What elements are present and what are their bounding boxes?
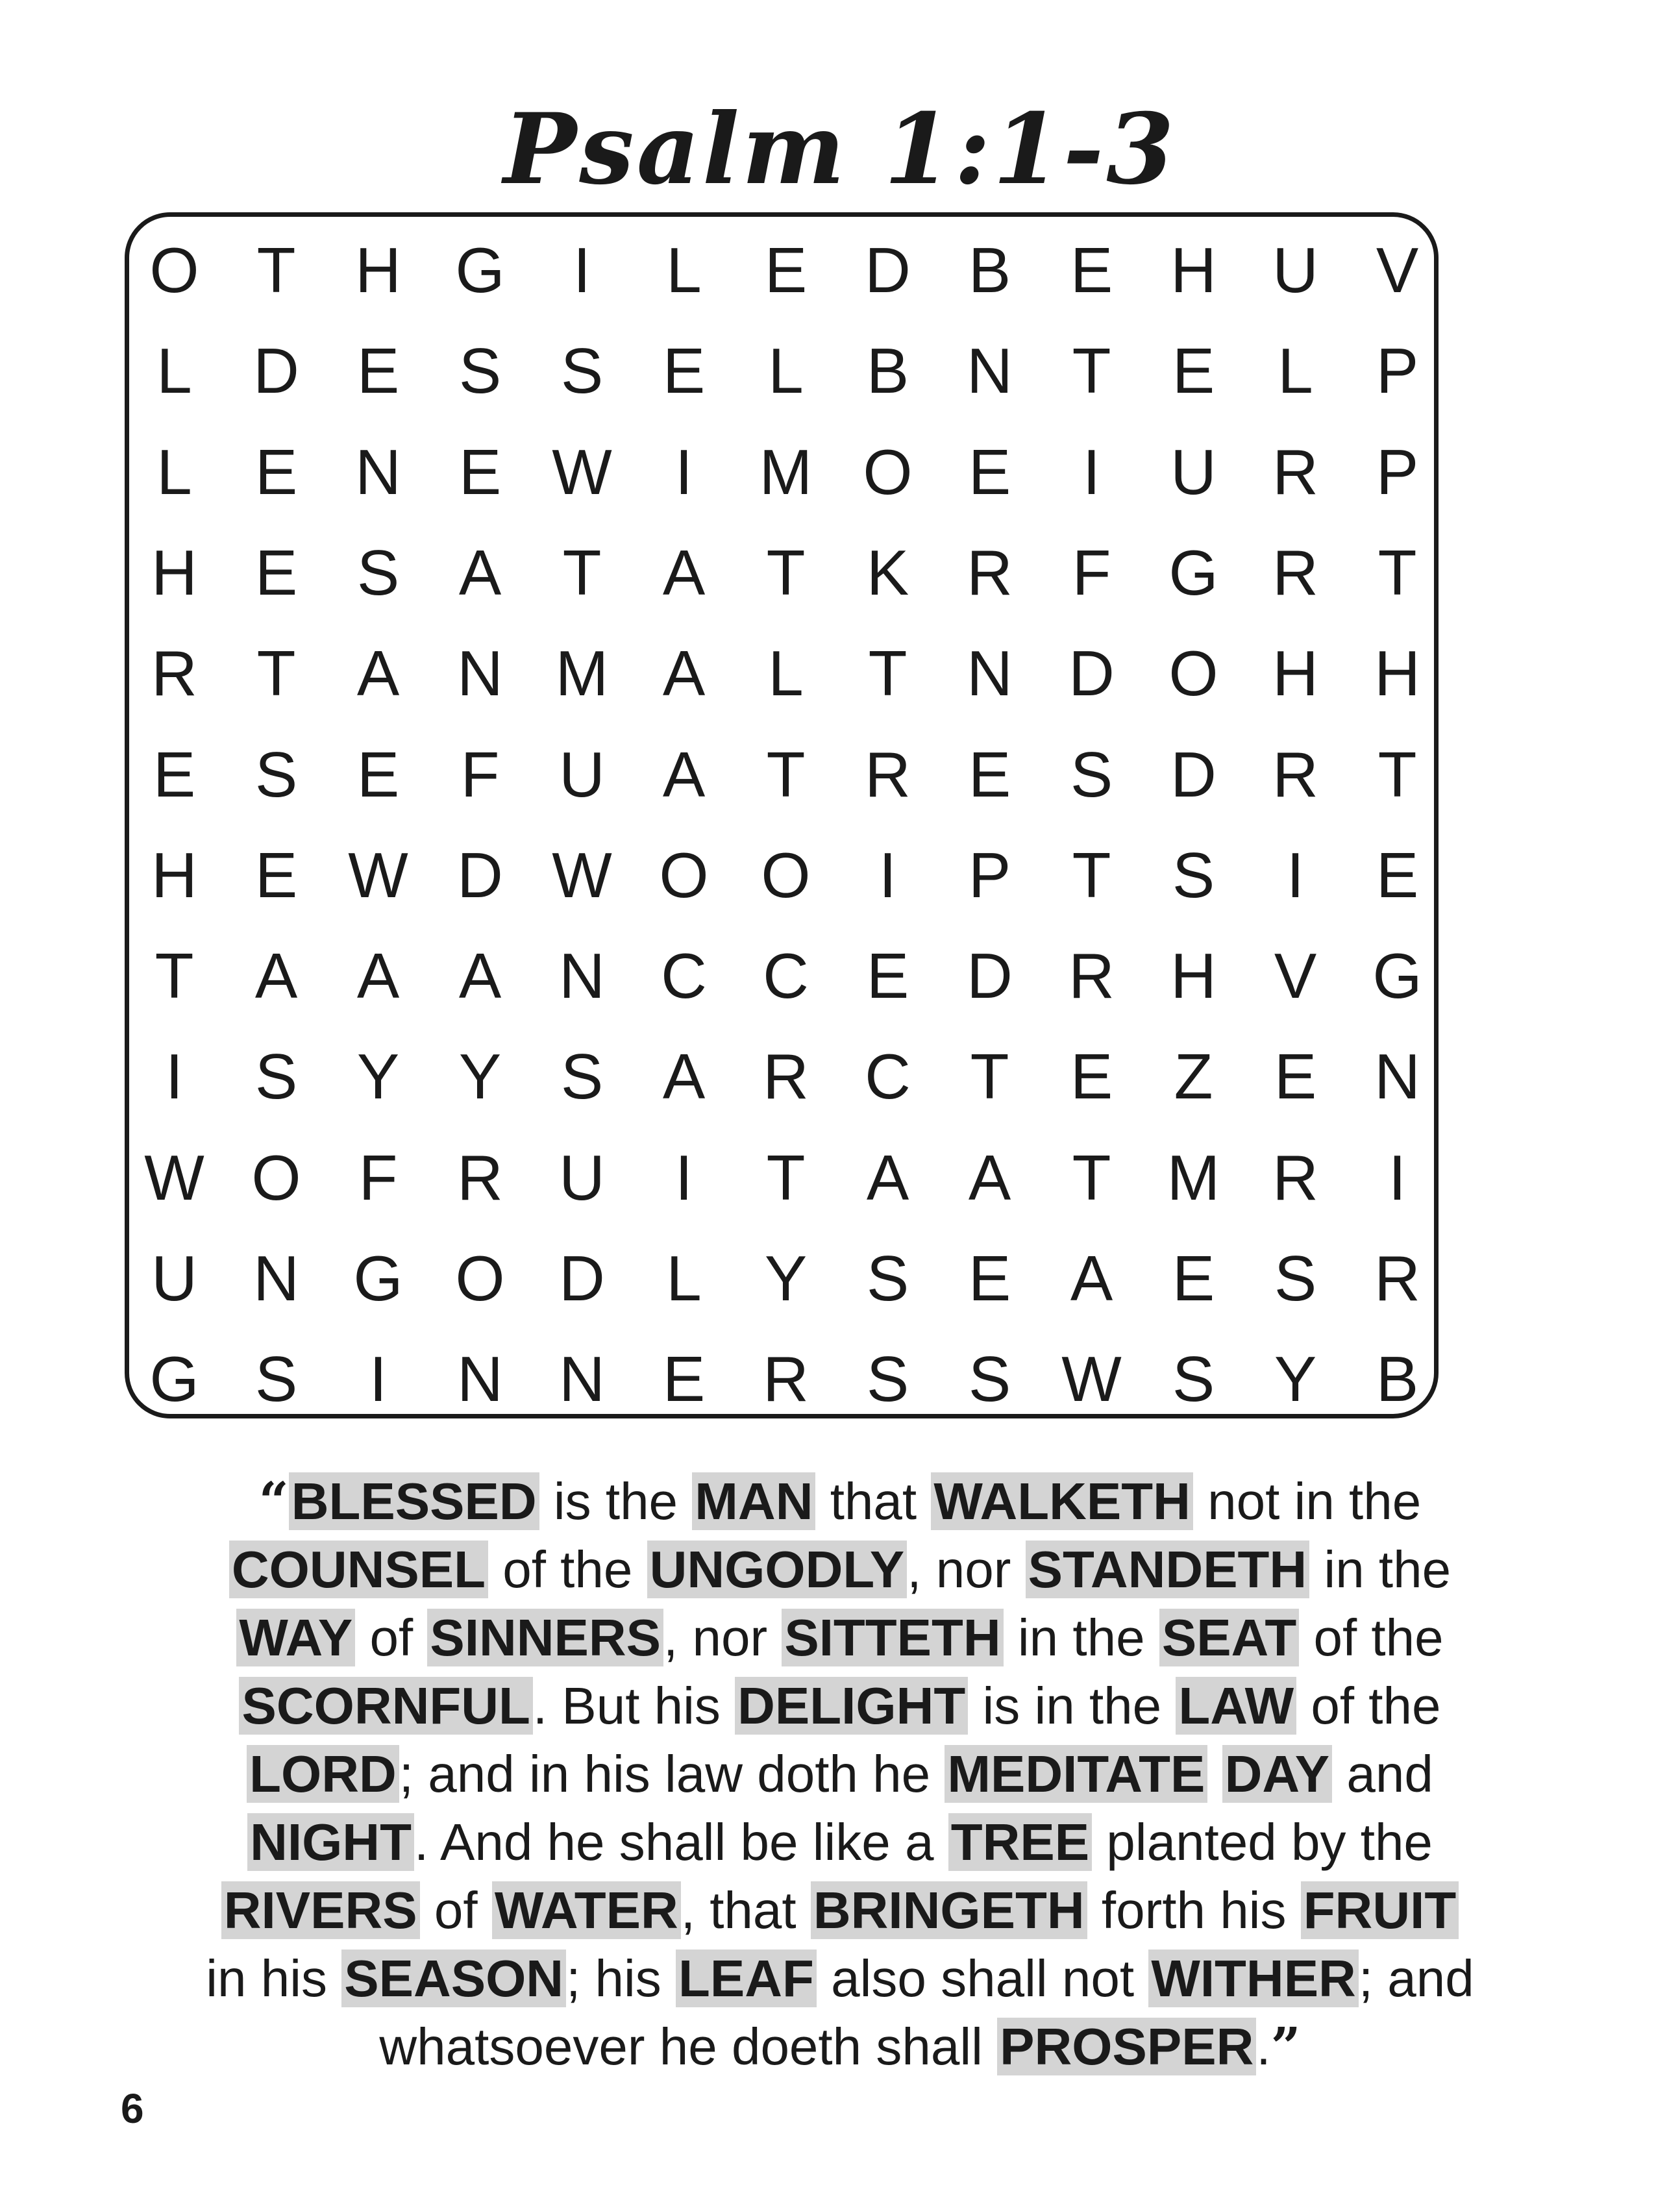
grid-cell: H bbox=[1272, 637, 1318, 710]
verse-text-segment: in the bbox=[1309, 1541, 1451, 1598]
grid-cell: N bbox=[967, 637, 1013, 710]
grid-cell: L bbox=[768, 335, 804, 407]
grid-cell: A bbox=[458, 940, 502, 1012]
highlighted-word: SEASON bbox=[341, 1950, 566, 2007]
verse-text-segment: ; and bbox=[1358, 1950, 1474, 2007]
grid-cell: E bbox=[764, 234, 808, 306]
grid-cell: I bbox=[369, 1343, 388, 1415]
verse-line bbox=[117, 1603, 1563, 1672]
grid-cell: E bbox=[968, 1243, 1011, 1314]
grid-cell: T bbox=[1377, 738, 1417, 810]
grid-cell: T bbox=[766, 738, 806, 810]
highlighted-word: BLESSED bbox=[289, 1472, 539, 1530]
highlighted-word: COUNSEL bbox=[229, 1541, 488, 1598]
grid-cell: S bbox=[866, 1243, 909, 1314]
grid-cell: E bbox=[356, 738, 400, 810]
grid-cell: E bbox=[254, 536, 298, 608]
grid-cell: U bbox=[1170, 436, 1217, 508]
grid-cell: O bbox=[455, 1243, 505, 1314]
grid-cell: E bbox=[356, 335, 400, 407]
highlighted-word: LORD bbox=[247, 1745, 399, 1803]
grid-cell: H bbox=[1170, 940, 1217, 1012]
grid-cell: R bbox=[1272, 436, 1318, 508]
grid-cell: A bbox=[662, 1041, 706, 1113]
grid-cell: E bbox=[153, 738, 196, 810]
verse-text-segment: forth his bbox=[1087, 1881, 1301, 1939]
grid-cell: G bbox=[149, 1343, 199, 1415]
grid-cell: E bbox=[662, 335, 706, 407]
grid-cell: A bbox=[662, 637, 706, 710]
grid-cell: O bbox=[761, 839, 811, 911]
verse-line bbox=[117, 1467, 1563, 1535]
grid-cell: N bbox=[457, 637, 503, 710]
grid-cell: D bbox=[457, 839, 503, 911]
verse-text-segment bbox=[1207, 1745, 1222, 1803]
grid-cell: I bbox=[165, 1041, 184, 1113]
grid-cell: A bbox=[662, 738, 706, 810]
verse-text-segment: in the bbox=[1003, 1609, 1159, 1666]
verse-line bbox=[117, 2012, 1563, 2081]
highlighted-word: SCORNFUL bbox=[239, 1677, 532, 1735]
grid-cell: F bbox=[1072, 536, 1111, 608]
grid-cell: T bbox=[256, 234, 296, 306]
highlighted-word: WALKETH bbox=[931, 1472, 1193, 1530]
grid-cell: S bbox=[1274, 1243, 1317, 1314]
verse-text-segment: not in the bbox=[1192, 1472, 1422, 1530]
grid-cell: O bbox=[863, 436, 913, 508]
grid-cell: E bbox=[1070, 234, 1113, 306]
grid-cell: R bbox=[1374, 1243, 1420, 1314]
grid-cell: I bbox=[1388, 1141, 1407, 1213]
verse-text-segment: ; his bbox=[566, 1950, 676, 2007]
grid-cell: G bbox=[1372, 940, 1422, 1012]
grid-cell: E bbox=[1172, 1243, 1215, 1314]
highlighted-word: PROSPER bbox=[997, 2018, 1256, 2075]
highlighted-word: MEDITATE bbox=[945, 1745, 1207, 1803]
verse-line bbox=[117, 1740, 1563, 1808]
highlighted-word: LEAF bbox=[676, 1950, 817, 2007]
highlighted-word: WATER bbox=[492, 1881, 681, 1939]
quote-mark: “ bbox=[258, 1470, 289, 1531]
grid-cell: A bbox=[458, 536, 502, 608]
grid-cell: U bbox=[559, 1141, 605, 1213]
verse-text-segment: also shall not bbox=[816, 1950, 1149, 2007]
grid-cell: E bbox=[458, 436, 502, 508]
grid-cell: O bbox=[149, 234, 199, 306]
verse-text-segment: planted by the bbox=[1092, 1813, 1433, 1871]
grid-cell: V bbox=[1376, 234, 1419, 306]
grid-cell: L bbox=[156, 335, 192, 407]
grid-cell: D bbox=[865, 234, 911, 306]
grid-cell: P bbox=[1376, 335, 1419, 407]
grid-cell: S bbox=[458, 335, 502, 407]
grid-cell: E bbox=[968, 436, 1011, 508]
grid-cell: H bbox=[1374, 637, 1420, 710]
grid-cell: R bbox=[151, 637, 197, 710]
grid-cell: A bbox=[254, 940, 298, 1012]
highlighted-word: UNGODLY bbox=[647, 1541, 908, 1598]
grid-cell: M bbox=[555, 637, 609, 710]
grid-cell: S bbox=[968, 1343, 1011, 1415]
grid-cell: U bbox=[559, 738, 605, 810]
grid-cell: K bbox=[866, 536, 909, 608]
grid-cell: S bbox=[254, 738, 298, 810]
verse-text-segment: . But his bbox=[532, 1677, 735, 1735]
grid-cell: R bbox=[1272, 1141, 1318, 1213]
grid-cell: L bbox=[768, 637, 804, 710]
verse-line bbox=[117, 1876, 1563, 1944]
grid-cell: W bbox=[1061, 1343, 1122, 1415]
verse-text-segment: , nor bbox=[663, 1609, 782, 1666]
highlighted-word: STANDETH bbox=[1026, 1541, 1310, 1598]
grid-cell: M bbox=[1167, 1141, 1220, 1213]
grid-cell: N bbox=[559, 940, 605, 1012]
grid-cell: T bbox=[868, 637, 908, 710]
grid-cell: T bbox=[1072, 1141, 1111, 1213]
grid-cell: H bbox=[151, 839, 197, 911]
grid-cell: D bbox=[253, 335, 299, 407]
grid-cell: L bbox=[1278, 335, 1313, 407]
highlighted-word: BRINGETH bbox=[811, 1881, 1087, 1939]
page-title: Psalm 1:1-3 bbox=[503, 92, 1177, 206]
grid-cell: E bbox=[254, 436, 298, 508]
grid-cell: G bbox=[353, 1243, 403, 1314]
highlighted-word: SEAT bbox=[1159, 1609, 1299, 1666]
highlighted-word: WAY bbox=[236, 1609, 355, 1666]
grid-cell: S bbox=[560, 335, 604, 407]
grid-cell: E bbox=[254, 839, 298, 911]
verse-text-segment: of the bbox=[488, 1541, 647, 1598]
grid-cell: N bbox=[967, 335, 1013, 407]
verse-text bbox=[117, 1467, 1563, 2081]
grid-cell: L bbox=[666, 234, 702, 306]
grid-cell: E bbox=[866, 940, 909, 1012]
grid-cell: T bbox=[1377, 536, 1417, 608]
highlighted-word: RIVERS bbox=[221, 1881, 420, 1939]
grid-cell: W bbox=[552, 839, 612, 911]
verse-text-segment: , nor bbox=[907, 1541, 1026, 1598]
grid-cell: D bbox=[1069, 637, 1115, 710]
grid-cell: B bbox=[1376, 1343, 1419, 1415]
highlighted-word: NIGHT bbox=[247, 1813, 414, 1871]
grid-cell: S bbox=[1172, 1343, 1215, 1415]
grid-cell: N bbox=[1374, 1041, 1420, 1113]
grid-cell: T bbox=[562, 536, 602, 608]
highlighted-word: WITHER bbox=[1148, 1950, 1359, 2007]
highlighted-word: LAW bbox=[1176, 1677, 1296, 1735]
verse-text-segment: . And he shall be like a bbox=[414, 1813, 948, 1871]
grid-cell: C bbox=[661, 940, 707, 1012]
grid-cell: I bbox=[573, 234, 591, 306]
grid-cell: N bbox=[355, 436, 401, 508]
grid-cell: P bbox=[1376, 436, 1419, 508]
grid-cell: R bbox=[1069, 940, 1115, 1012]
grid-cell: B bbox=[866, 335, 909, 407]
grid-cell: Z bbox=[1174, 1041, 1213, 1113]
grid-cell: Y bbox=[1274, 1343, 1317, 1415]
verse-text-segment: of the bbox=[1296, 1677, 1441, 1735]
grid-cell: D bbox=[967, 940, 1013, 1012]
verse-text-segment: , that bbox=[680, 1881, 811, 1939]
highlighted-word: SINNERS bbox=[427, 1609, 663, 1666]
grid-cell: S bbox=[560, 1041, 604, 1113]
grid-cell: N bbox=[559, 1343, 605, 1415]
grid-cell: S bbox=[356, 536, 400, 608]
grid-cell: W bbox=[348, 839, 408, 911]
grid-cell: D bbox=[1170, 738, 1217, 810]
grid-cell: S bbox=[1172, 839, 1215, 911]
grid-cell: C bbox=[763, 940, 809, 1012]
grid-cell: A bbox=[356, 637, 400, 710]
grid-cell: I bbox=[1082, 436, 1101, 508]
word-search-grid bbox=[123, 220, 1448, 1428]
verse-text-segment: of bbox=[419, 1881, 492, 1939]
verse-text-segment: whatsoever he doeth shall bbox=[379, 2018, 998, 2075]
grid-cell: O bbox=[659, 839, 709, 911]
grid-cell: S bbox=[866, 1343, 909, 1415]
grid-cell: A bbox=[356, 940, 400, 1012]
verse-text-segment: of bbox=[355, 1609, 428, 1666]
grid-cell: T bbox=[256, 637, 296, 710]
grid-cell: A bbox=[662, 536, 706, 608]
grid-cell: D bbox=[559, 1243, 605, 1314]
grid-cell: I bbox=[878, 839, 897, 911]
grid-cell: O bbox=[251, 1141, 301, 1213]
verse-text-segment: . bbox=[1256, 2018, 1271, 2075]
grid-cell: H bbox=[1170, 234, 1217, 306]
verse-text-segment: of the bbox=[1299, 1609, 1444, 1666]
grid-cell: L bbox=[156, 436, 192, 508]
grid-cell: U bbox=[151, 1243, 197, 1314]
grid-cell: H bbox=[151, 536, 197, 608]
grid-cell: H bbox=[355, 234, 401, 306]
grid-cell: Y bbox=[764, 1243, 808, 1314]
verse-line bbox=[117, 1808, 1563, 1876]
highlighted-word: SITTETH bbox=[782, 1609, 1003, 1666]
grid-cell: R bbox=[1272, 536, 1318, 608]
highlighted-word: DELIGHT bbox=[735, 1677, 968, 1735]
grid-cell: A bbox=[866, 1141, 909, 1213]
grid-cell: R bbox=[1272, 738, 1318, 810]
highlighted-word: MAN bbox=[692, 1472, 815, 1530]
grid-cell: G bbox=[455, 234, 505, 306]
quote-mark: ” bbox=[1270, 2016, 1301, 2077]
grid-cell: F bbox=[460, 738, 500, 810]
grid-cell: O bbox=[1168, 637, 1218, 710]
grid-cell: E bbox=[1376, 839, 1419, 911]
grid-cell: Y bbox=[356, 1041, 400, 1113]
grid-cell: T bbox=[970, 1041, 1009, 1113]
grid-cell: E bbox=[662, 1343, 706, 1415]
grid-cell: S bbox=[254, 1343, 298, 1415]
grid-cell: A bbox=[968, 1141, 1011, 1213]
grid-cell: Y bbox=[458, 1041, 502, 1113]
grid-cell: B bbox=[968, 234, 1011, 306]
grid-cell: L bbox=[666, 1243, 702, 1314]
grid-cell: R bbox=[865, 738, 911, 810]
grid-cell: R bbox=[967, 536, 1013, 608]
verse-line bbox=[117, 1944, 1563, 2012]
grid-cell: E bbox=[1070, 1041, 1113, 1113]
grid-cell: R bbox=[763, 1343, 809, 1415]
page-number: 6 bbox=[121, 2085, 144, 2132]
grid-cell: T bbox=[766, 1141, 806, 1213]
grid-cell: U bbox=[1272, 234, 1318, 306]
verse-line bbox=[117, 1535, 1563, 1603]
verse-text-segment: ; and in his law doth he bbox=[399, 1745, 945, 1803]
grid-cell: R bbox=[763, 1041, 809, 1113]
verse-text-segment: in his bbox=[206, 1950, 342, 2007]
grid-cell: C bbox=[865, 1041, 911, 1113]
grid-cell: E bbox=[968, 738, 1011, 810]
grid-cell: S bbox=[1070, 738, 1113, 810]
highlighted-word: TREE bbox=[948, 1813, 1092, 1871]
grid-cell: T bbox=[766, 536, 806, 608]
grid-cell: E bbox=[1274, 1041, 1317, 1113]
grid-cell: I bbox=[674, 436, 693, 508]
verse-text-segment: is in the bbox=[968, 1677, 1176, 1735]
grid-cell: E bbox=[1172, 335, 1215, 407]
verse-text-segment: is the bbox=[539, 1472, 693, 1530]
grid-cell: T bbox=[154, 940, 194, 1012]
grid-cell: N bbox=[457, 1343, 503, 1415]
grid-cell: A bbox=[1070, 1243, 1113, 1314]
verse-line bbox=[117, 1672, 1563, 1740]
grid-cell: P bbox=[968, 839, 1011, 911]
verse-text-segment: that bbox=[815, 1472, 932, 1530]
grid-cell: F bbox=[358, 1141, 398, 1213]
grid-cell: T bbox=[1072, 335, 1111, 407]
grid-cell: M bbox=[759, 436, 813, 508]
grid-cell: V bbox=[1274, 940, 1317, 1012]
grid-cell: I bbox=[1286, 839, 1305, 911]
grid-cell: N bbox=[253, 1243, 299, 1314]
grid-cell: W bbox=[552, 436, 612, 508]
grid-cell: R bbox=[457, 1141, 503, 1213]
grid-cell: T bbox=[1072, 839, 1111, 911]
grid-cell: W bbox=[144, 1141, 204, 1213]
grid-cell: G bbox=[1168, 536, 1218, 608]
highlighted-word: DAY bbox=[1222, 1745, 1333, 1803]
grid-cell: S bbox=[254, 1041, 298, 1113]
highlighted-word: FRUIT bbox=[1301, 1881, 1459, 1939]
grid-cell: I bbox=[674, 1141, 693, 1213]
verse-text-segment: and bbox=[1332, 1745, 1433, 1803]
